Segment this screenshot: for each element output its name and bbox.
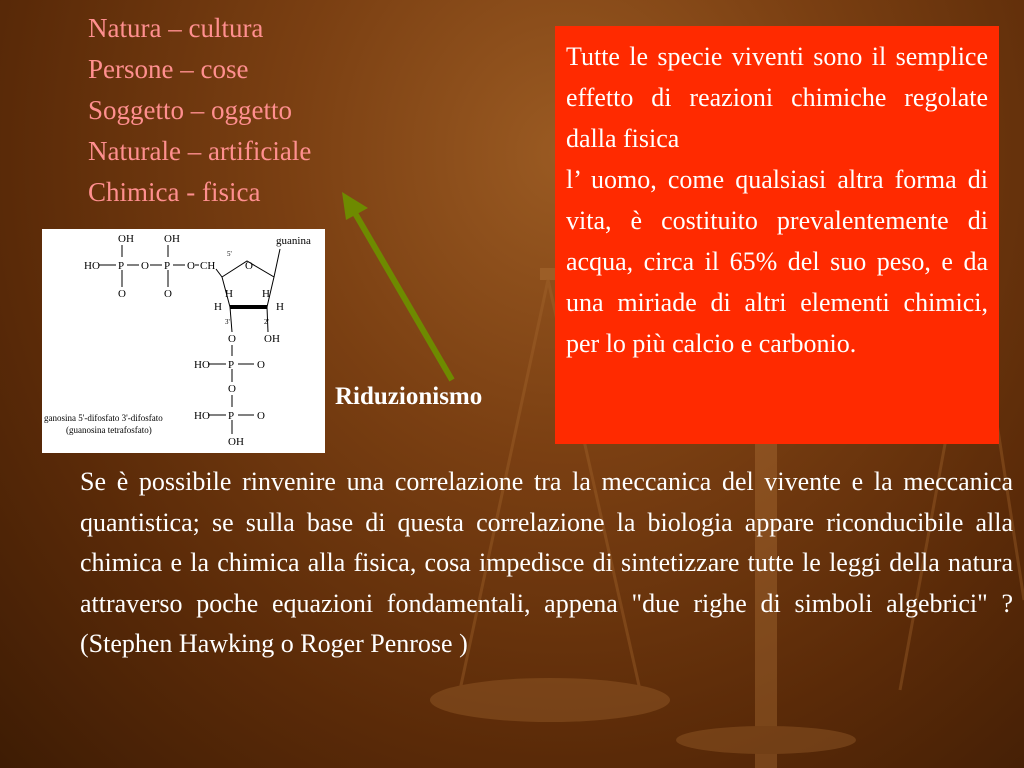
atom-label: HO	[194, 410, 210, 422]
red-info-box	[555, 26, 999, 444]
concept-pair: Chimica - fisica	[88, 177, 261, 207]
riduzionismo-label: Riduzionismo	[335, 383, 483, 410]
atom-label: H	[214, 301, 222, 313]
atom-label: O	[257, 410, 265, 422]
main-paragraph: Se è possibile rinvenire una correlazione tra la meccanica del vivente e la meccanica quantistica; se sulla base di questa correlazione la biologia appare riconducibile alla chimica e la chimica alla fisica, cosa impedisce di sintetizzare tutte le leggi della natura attraverso poche equazioni fondamentali, appena "due righe di simboli algebrici" ? (Stephen Hawking o Roger Penrose )	[80, 467, 1013, 658]
atom-label: 2'	[264, 318, 269, 326]
guanosine-tetraphosphate-diagram	[42, 229, 325, 453]
atom-label: H	[276, 301, 284, 313]
atom-label: P	[118, 260, 125, 272]
atom-label: HO	[194, 359, 210, 371]
atom-label: O	[141, 260, 149, 272]
atom-label: CH	[200, 260, 216, 272]
concept-pair: Natura – cultura	[88, 13, 264, 43]
molecule-caption-2: (guanosina tetrafosfato)	[66, 425, 152, 435]
atom-label: O	[228, 383, 236, 395]
atom-label: H	[225, 288, 233, 300]
concept-pair: Persone – cose	[88, 54, 249, 84]
atom-label: O	[257, 359, 265, 371]
atom-label: O	[245, 260, 253, 272]
info-paragraph-1: Tutte le specie viventi sono il semplice effetto di reazioni chimiche regolate dalla fisica	[566, 42, 988, 153]
atom-label: HO	[84, 260, 100, 272]
atom-label: OH	[228, 436, 244, 448]
atom-label: 3'	[225, 318, 230, 326]
atom-label: P	[228, 359, 235, 371]
molecule-caption-1: ganosina 5'-difosfato 3'-difosfato	[44, 413, 163, 423]
atom-label: OH	[264, 333, 280, 345]
atom-label: O	[228, 333, 236, 345]
base-label: guanina	[276, 235, 311, 247]
atom-label: P	[164, 260, 171, 272]
atom-label: O	[164, 288, 172, 300]
concept-pair: Soggetto – oggetto	[88, 95, 292, 125]
concept-pairs-list	[88, 8, 311, 213]
atom-label: O	[187, 260, 195, 272]
concept-pair: Naturale – artificiale	[88, 136, 312, 166]
atom-label: P	[228, 410, 235, 422]
atom-label: OH	[118, 233, 134, 245]
reduction-arrow	[330, 190, 460, 390]
info-paragraph-2: l’ uomo, come qualsiasi altra forma di vita, è costituito prevalentemente di acqua, circa il 65% del suo peso, e da una miriade di altri elementi chimici, per lo più calcio e carbonio.	[566, 165, 988, 358]
atom-label: H	[262, 288, 270, 300]
atom-label: OH	[164, 233, 180, 245]
atom-label: O	[118, 288, 126, 300]
atom-label: 5'	[227, 250, 232, 258]
